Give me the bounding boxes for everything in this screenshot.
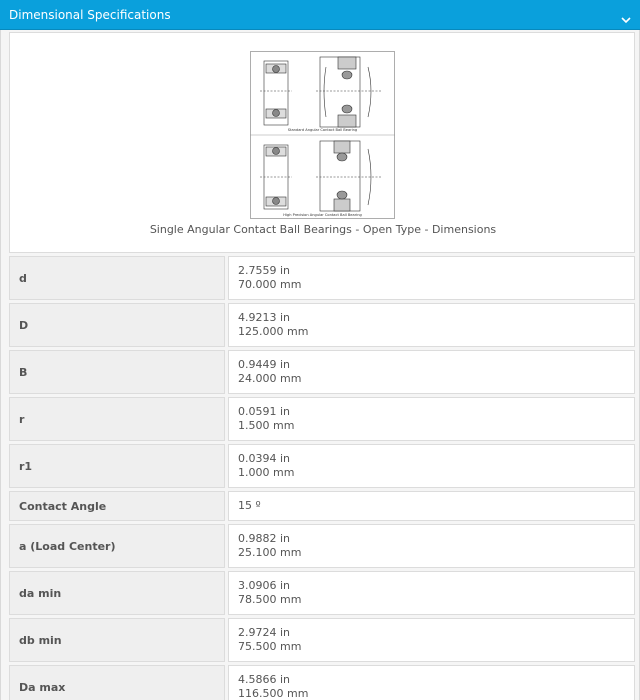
collapse-chevron-icon[interactable] bbox=[620, 10, 632, 20]
spec-value-in: 4.9213 in bbox=[238, 311, 291, 324]
bearing-dimensions-diagram bbox=[250, 51, 395, 219]
panel-header bbox=[0, 0, 640, 30]
spec-value-in: 0.9449 in bbox=[238, 358, 291, 371]
spec-value-mm: 25.100 mm bbox=[238, 546, 302, 559]
bearing-diagram-box bbox=[9, 32, 635, 253]
spec-label: d bbox=[9, 256, 225, 300]
spec-value bbox=[228, 350, 635, 394]
spec-value-mm: 75.500 mm bbox=[238, 640, 302, 653]
spec-row-B bbox=[9, 350, 635, 394]
spec-value bbox=[228, 524, 635, 568]
spec-label: Da max bbox=[9, 665, 225, 700]
spec-label: B bbox=[9, 350, 225, 394]
spec-value-mm: 125.000 mm bbox=[238, 325, 309, 338]
spec-value-in: 0.9882 in bbox=[238, 532, 291, 545]
spec-row-D bbox=[9, 303, 635, 347]
spec-value bbox=[228, 444, 635, 488]
spec-label: D bbox=[9, 303, 225, 347]
spec-value-mm: 1.500 mm bbox=[238, 419, 295, 432]
spec-label: r bbox=[9, 397, 225, 441]
spec-value bbox=[228, 665, 635, 700]
panel-title: Dimensional Specifications bbox=[9, 8, 171, 22]
spec-value-in: 2.7559 in bbox=[238, 264, 291, 277]
spec-label: Contact Angle bbox=[9, 491, 225, 521]
diagram-caption: Single Angular Contact Ball Bearings - Open Type - Dimensions bbox=[149, 223, 497, 236]
spec-value bbox=[228, 571, 635, 615]
spec-value-mm: 70.000 mm bbox=[238, 278, 302, 291]
spec-value-in: 0.0394 in bbox=[238, 452, 291, 465]
spec-value bbox=[228, 618, 635, 662]
spec-row-db-min bbox=[9, 618, 635, 662]
spec-value-in: 15 º bbox=[238, 499, 261, 512]
spec-value-mm: 24.000 mm bbox=[238, 372, 302, 385]
spec-label: r1 bbox=[9, 444, 225, 488]
diagram-top-label: Standard Angular Contact Ball Bearing bbox=[287, 128, 358, 132]
spec-value-in: 3.0906 in bbox=[238, 579, 291, 592]
spec-value-in: 4.5866 in bbox=[238, 673, 291, 686]
spec-value-in: 2.9724 in bbox=[238, 626, 291, 639]
spec-row-Da-max bbox=[9, 665, 635, 700]
spec-label: a (Load Center) bbox=[9, 524, 225, 568]
spec-value-mm: 116.500 mm bbox=[238, 687, 309, 700]
spec-value bbox=[228, 303, 635, 347]
spec-row-da-min bbox=[9, 571, 635, 615]
spec-value-in: 0.0591 in bbox=[238, 405, 291, 418]
diagram-bottom-label: High Precision Angular Contact Ball Bearing bbox=[283, 213, 362, 217]
spec-row-contact-angle bbox=[9, 491, 635, 521]
spec-value bbox=[228, 256, 635, 300]
spec-row-load-center bbox=[9, 524, 635, 568]
spec-value-mm: 1.000 mm bbox=[238, 466, 295, 479]
spec-value-mm: 78.500 mm bbox=[238, 593, 302, 606]
spec-row-r1 bbox=[9, 444, 635, 488]
panel-body bbox=[0, 30, 640, 700]
spec-row-r bbox=[9, 397, 635, 441]
spec-value bbox=[228, 397, 635, 441]
spec-row-d bbox=[9, 256, 635, 300]
spec-label: db min bbox=[9, 618, 225, 662]
spec-value bbox=[228, 491, 635, 521]
spec-label: da min bbox=[9, 571, 225, 615]
